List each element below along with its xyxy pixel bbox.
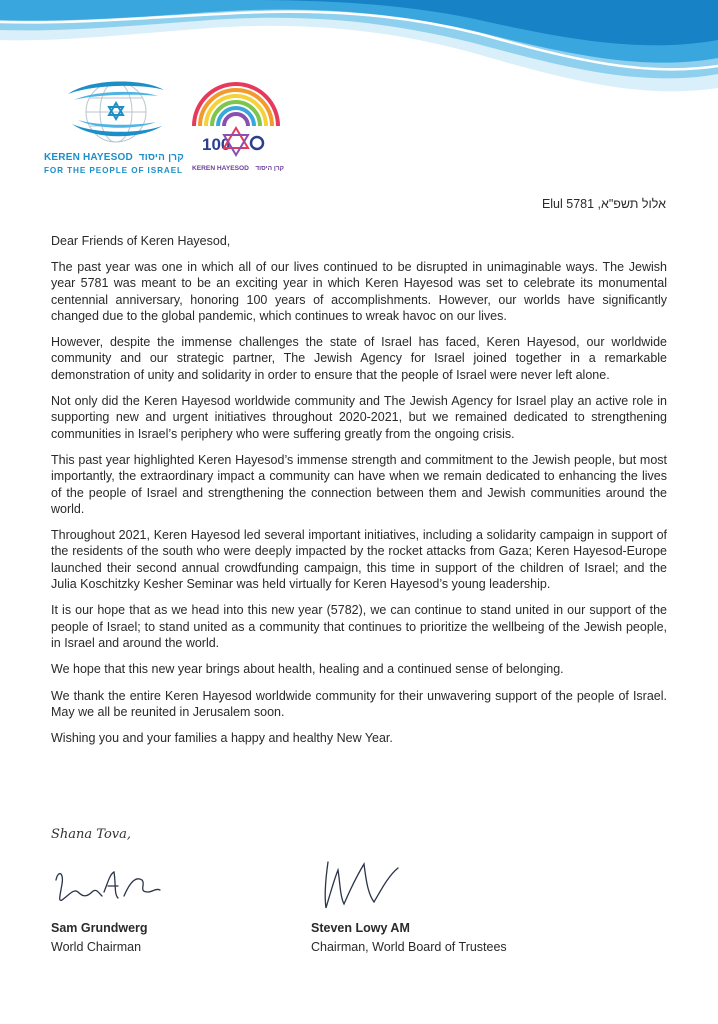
signer-name: Steven Lowy AM	[311, 921, 410, 935]
signature-sam-grundwerg	[52, 862, 164, 914]
keren-hayesod-name-en: KEREN HAYESOD	[44, 152, 133, 163]
paragraph-3: Not only did the Keren Hayesod worldwide community and The Jewish Agency for Israel play an active role in supporting new and urgent initiatives throughout 2020-2021, but we remained dedicated to strengthening communities in Israel’s periphery who were suffering greatly from the ongoing crisis.	[51, 394, 667, 441]
keren-hayesod-name-he: קרן היסוד	[138, 152, 184, 163]
letter-date: Elul 5781 ,אלול תשפ"א	[541, 197, 666, 211]
signature-steven-lowy	[318, 856, 410, 916]
signer-steven-lowy	[311, 919, 507, 957]
globe-star-of-david-icon	[60, 74, 170, 148]
centennial-100-logo	[188, 74, 284, 184]
paragraph-8: We thank the entire Keren Hayesod worldwide community for their unwavering support of the people of Israel. May we all be reunited in Jerusalem soon.	[51, 688, 667, 719]
centennial-number: 100	[202, 135, 231, 154]
keren-hayesod-logo	[44, 74, 184, 178]
paragraph-1: The past year was one in which all of our lives continued to be disrupted in unimaginable ways. The Jewish year 5781 was meant to be an exciting year in which Keren Hayesod was set to celebrate its monumental centennial anniversary, honoring 100 years of accomplishments. However, our worlds have significantly changed due to the global pandemic, which continues to wreak havoc on our lives.	[51, 260, 667, 323]
paragraph-4: This past year highlighted Keren Hayesod’s immense strength and commitment to the Jewish people, but most importantly, the extraordinary impact a community can have when we remain dedicated to enhancing the lives of the people of Israel and strengthening the connection between them and Jewish communities around the world.	[51, 452, 667, 516]
letter-body	[51, 233, 667, 756]
paragraph-6: It is our hope that as we head into this new year (5782), we can continue to stand united in our support of the people of Israel; to stand united as a community that continues to prioritize the wellbeing of the Jewish people, in Israel and around the world.	[51, 603, 667, 650]
salutation: Dear Friends of Keren Hayesod,	[51, 234, 231, 248]
rainbow-arc-icon	[188, 74, 284, 166]
keren-hayesod-tagline: FOR THE PEOPLE OF ISRAEL	[44, 166, 183, 175]
centennial-name-en: KEREN HAYESOD	[192, 165, 249, 172]
signer-title: Chairman, World Board of Trustees	[311, 940, 507, 954]
closing-greeting: Shana Tova,	[51, 827, 131, 842]
paragraph-5: Throughout 2021, Keren Hayesod led several important initiatives, including a solidarity campaign in support of the residents of the south who were deeply impacted by the rocket attacks from Gaza; Keren Hayesod-Europe launched their second annual crowdfunding campaign, this time in support of the children of Israel; and the Julia Koschitzky Kesher Seminar was held virtually for Keren Hayesod’s young leadership.	[51, 528, 667, 592]
centennial-name-he: קרן היסוד	[255, 165, 284, 172]
paragraph-7: We hope that this new year brings about health, healing and a continued sense of belonging.	[51, 662, 564, 677]
paragraph-2: However, despite the immense challenges the state of Israel has faced, Keren Hayesod, our worldwide community and our strategic partner, The Jewish Agency for Israel joined together in a remarkable demonstration of unity and solidarity in order to ensure that the people of Israel were never left alone.	[51, 335, 667, 382]
signer-name: Sam Grundwerg	[51, 921, 148, 935]
signer-sam-grundwerg	[51, 919, 148, 957]
paragraph-9: Wishing you and your families a happy and healthy New Year.	[51, 731, 393, 746]
signer-title: World Chairman	[51, 940, 142, 954]
